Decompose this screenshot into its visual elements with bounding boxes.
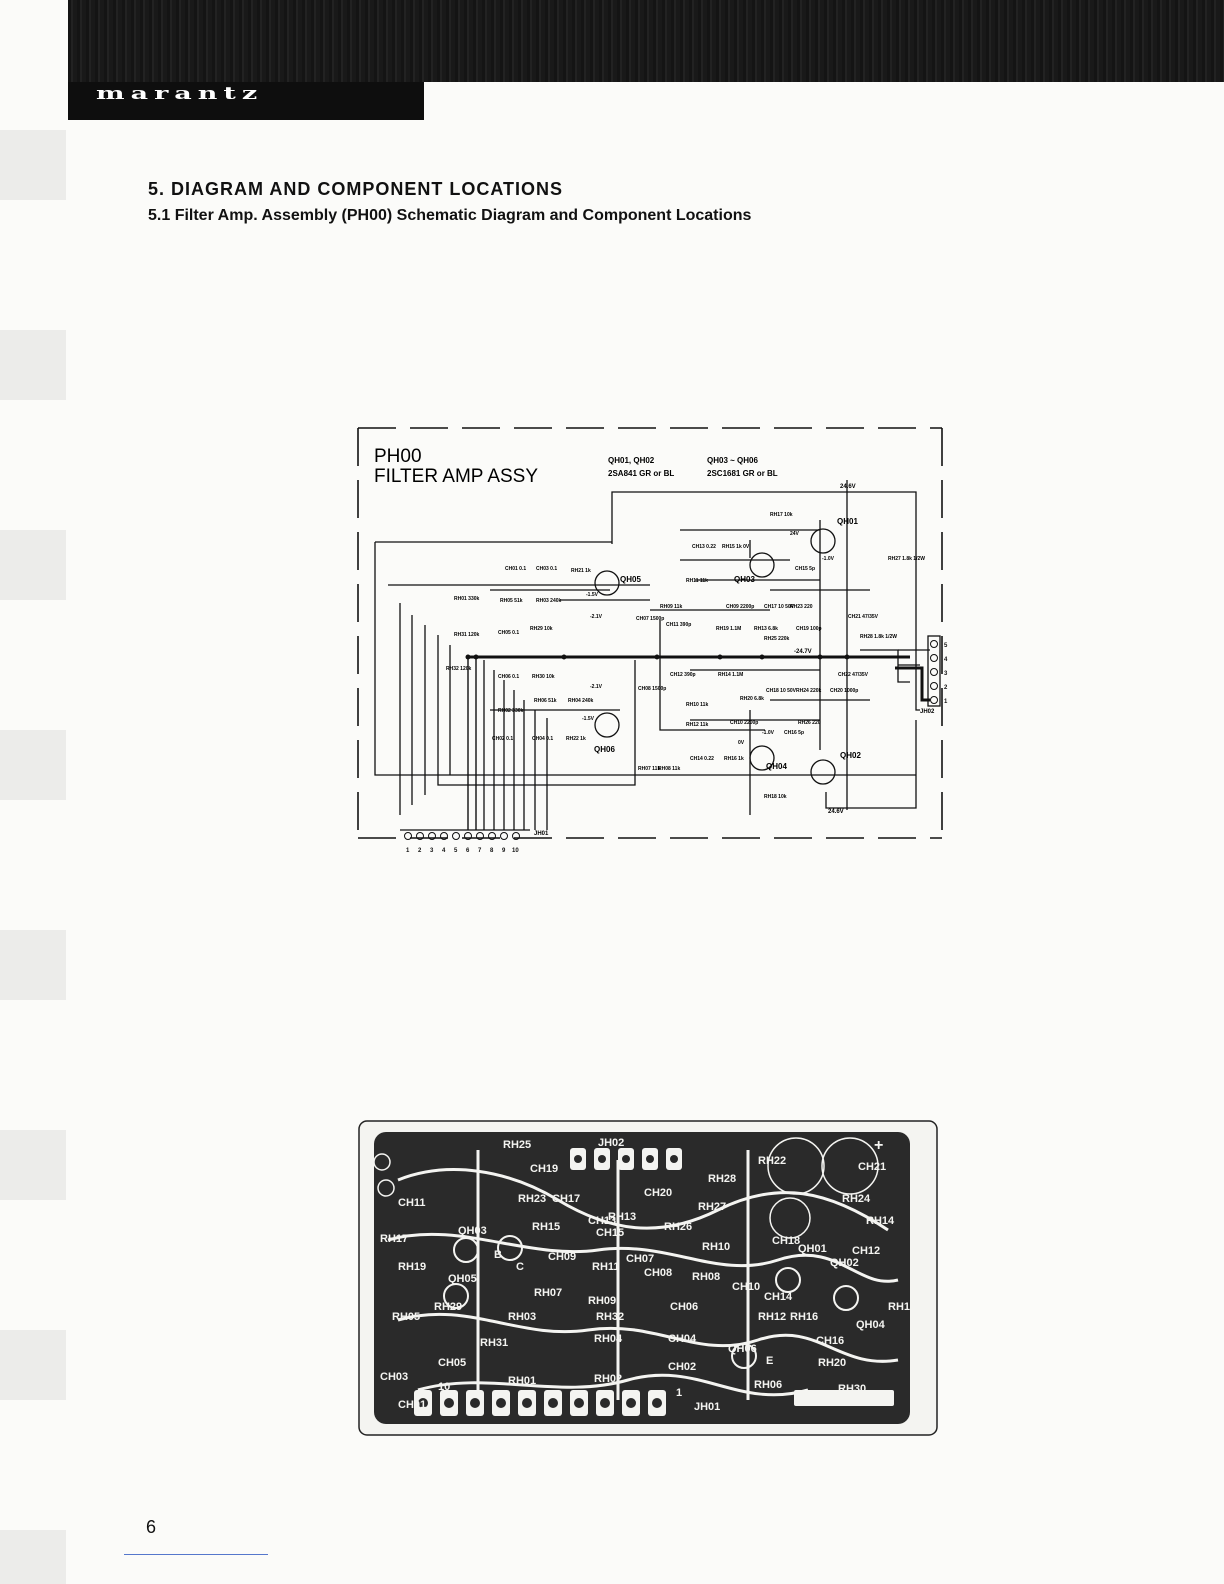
part-label: CH15 5p bbox=[795, 566, 816, 572]
pcb-pin-label: 10 bbox=[438, 1381, 451, 1393]
pcb-label: RH04 bbox=[594, 1333, 623, 1345]
jh01-pin: 4 bbox=[442, 848, 446, 854]
pcb-label: RH27 bbox=[698, 1201, 727, 1213]
part-label: 0V bbox=[738, 740, 745, 746]
part-label: RH05 51k bbox=[500, 598, 523, 604]
jh01-pin: 7 bbox=[478, 848, 482, 854]
pcb-label: RH13 bbox=[608, 1211, 637, 1223]
pcb-label: RH18 bbox=[888, 1301, 917, 1313]
pcb-label: CH13 bbox=[588, 1215, 617, 1227]
part-label: RH29 10k bbox=[530, 626, 553, 632]
part-label: CH21 47/35V bbox=[848, 614, 879, 620]
jh02-pin: 2 bbox=[944, 685, 948, 691]
pcb-pin-letter: B bbox=[494, 1249, 502, 1261]
part-label: RH16 1k bbox=[724, 756, 744, 762]
pcb-label: QH03 bbox=[458, 1225, 487, 1237]
part-label: RH03 240k bbox=[536, 598, 562, 604]
pcb-label: CH21 bbox=[858, 1161, 887, 1173]
jh01-pin: 8 bbox=[490, 848, 494, 854]
pcb-label: QH02 bbox=[830, 1257, 859, 1269]
section-heading: 5. DIAGRAM AND COMPONENT LOCATIONS bbox=[148, 179, 563, 199]
pcb-label: RH32 bbox=[596, 1311, 625, 1323]
transistor-label: QH04 bbox=[766, 762, 787, 771]
jh01-pin: 9 bbox=[502, 848, 506, 854]
part-label: CH20 1000p bbox=[830, 688, 859, 694]
part-label: CH11 390p bbox=[666, 622, 692, 628]
part-label: RH19 1.1M bbox=[716, 626, 742, 632]
part-label: RH21 1k bbox=[571, 568, 591, 574]
transistor-label: QH03 bbox=[734, 575, 755, 584]
pcb-label: CH06 bbox=[670, 1301, 699, 1313]
pcb-label: CH10 bbox=[732, 1281, 761, 1293]
part-label: RH07 11k bbox=[638, 766, 661, 772]
pcb-label: RH20 bbox=[818, 1357, 847, 1369]
pcb-label: RH19 bbox=[398, 1261, 427, 1273]
pcb-label: JH02 bbox=[598, 1137, 625, 1149]
pcb-label: RH17 bbox=[380, 1233, 409, 1245]
part-label: CH17 10 50V bbox=[764, 604, 795, 610]
part-label: RH12 11k bbox=[686, 722, 709, 728]
part-label: CH22 47/35V bbox=[838, 672, 869, 678]
pcb-label: JH01 bbox=[694, 1401, 721, 1413]
schematic-diagram bbox=[350, 420, 960, 860]
pcb-label: CH05 bbox=[438, 1357, 467, 1369]
pcb-label: CH12 bbox=[852, 1245, 881, 1257]
pcb-label: RH31 bbox=[480, 1337, 509, 1349]
pcb-label: CH11 bbox=[398, 1197, 426, 1209]
pcb-label: RH16 bbox=[790, 1311, 819, 1323]
pcb-label: CH16 bbox=[816, 1335, 845, 1347]
part-label: CH07 1500p bbox=[636, 616, 665, 622]
part-label: 24V bbox=[790, 531, 799, 537]
part-label: RH24 220k bbox=[796, 688, 822, 694]
part-label: CH05 0.1 bbox=[498, 630, 520, 636]
pcb-label: QH01 bbox=[798, 1243, 827, 1255]
transistor-label: QH05 bbox=[620, 575, 641, 584]
schematic-title-line1: PH00 bbox=[374, 446, 422, 467]
part-label: RH25 220k bbox=[764, 636, 790, 642]
jh02-pin: 5 bbox=[944, 643, 948, 649]
part-label: RH18 10k bbox=[764, 794, 787, 800]
part-label: CH14 0.22 bbox=[690, 756, 714, 762]
pcb-label: QH04 bbox=[856, 1319, 885, 1331]
jh01-pin: 2 bbox=[418, 848, 422, 854]
part-label: CH18 10 50V bbox=[766, 688, 797, 694]
pcb-pin-label: 1 bbox=[676, 1387, 683, 1399]
pcb-pin-letter: E bbox=[766, 1355, 774, 1367]
page-number: 6 bbox=[146, 1517, 157, 1537]
part-label: RH27 1.8k 1/2W bbox=[888, 556, 925, 562]
transistor-note: QH03 ~ QH06 bbox=[707, 456, 758, 465]
pcb-label: RH29 bbox=[434, 1301, 463, 1313]
pcb-label: RH30 bbox=[838, 1383, 867, 1395]
pcb-label: RH07 bbox=[534, 1287, 563, 1299]
part-label: RH08 11k bbox=[658, 766, 681, 772]
footer-rule bbox=[124, 1554, 268, 1555]
jh02-pin: 4 bbox=[944, 657, 948, 663]
part-label: CH03 0.1 bbox=[536, 566, 558, 572]
pcb-label: CH14 bbox=[764, 1291, 793, 1303]
pcb-label: CH15 bbox=[596, 1227, 625, 1239]
part-label: RH14 1.1M bbox=[718, 672, 744, 678]
pcb-label: RH12 bbox=[758, 1311, 787, 1323]
pcb-label: RH06 bbox=[754, 1379, 783, 1391]
pcb-label: RH01 bbox=[508, 1375, 537, 1387]
pcb-component-layout bbox=[358, 1120, 940, 1438]
jh01-pin: 6 bbox=[466, 848, 470, 854]
part-label: RH17 10k bbox=[770, 512, 793, 518]
part-label: RH02 330k bbox=[498, 708, 524, 714]
pcb-label: RH22 bbox=[758, 1155, 787, 1167]
pcb-label: RH28 bbox=[708, 1173, 737, 1185]
rail-label: -24.7V bbox=[794, 649, 812, 655]
pcb-label: CH09 bbox=[548, 1251, 577, 1263]
part-label: -1.5V bbox=[586, 592, 598, 598]
part-label: CH06 0.1 bbox=[498, 674, 520, 680]
part-label: CH01 0.1 bbox=[505, 566, 527, 572]
jh01-pin: 3 bbox=[430, 848, 434, 854]
part-label: RH09 11k bbox=[660, 604, 683, 610]
part-label: RH28 1.8k 1/2W bbox=[860, 634, 897, 640]
pcb-label: CH20 bbox=[644, 1187, 673, 1199]
part-label: RH06 51k bbox=[534, 698, 557, 704]
pcb-label: RH08 bbox=[692, 1271, 721, 1283]
part-label: CH16 5p bbox=[784, 730, 805, 736]
part-label: RH13 6.8k bbox=[754, 626, 778, 632]
pcb-label: RH26 bbox=[664, 1221, 693, 1233]
section-subheading: 5.1 Filter Amp. Assembly (PH00) Schematic Diagram and Component Locations bbox=[148, 207, 752, 224]
pcb-label: RH14 bbox=[866, 1215, 895, 1227]
part-label: RH20 6.8k bbox=[740, 696, 764, 702]
pcb-label: RH09 bbox=[588, 1295, 617, 1307]
pcb-label: RH15 bbox=[532, 1221, 561, 1233]
rail-label: 24.6V bbox=[828, 809, 844, 815]
jh01-pin: 1 bbox=[406, 848, 410, 854]
connector-label: JH01 bbox=[534, 831, 549, 837]
part-label: -1.0V bbox=[762, 730, 774, 736]
pcb-label: RH24 bbox=[842, 1193, 871, 1205]
part-label: RH10 11k bbox=[686, 702, 709, 708]
pcb-label: CH19 bbox=[530, 1163, 559, 1175]
part-label: RH22 1k bbox=[566, 736, 586, 742]
part-label: CH12 390p bbox=[670, 672, 696, 678]
transistor-note: 2SA841 GR or BL bbox=[608, 469, 675, 478]
pcb-label: CH17 bbox=[552, 1193, 581, 1205]
part-label: RH23 220 bbox=[790, 604, 813, 610]
pcb-label: RH23 bbox=[518, 1193, 547, 1205]
part-label: CH02 0.1 bbox=[492, 736, 514, 742]
part-label: RH30 10k bbox=[532, 674, 555, 680]
pcb-label: RH11 bbox=[592, 1261, 620, 1273]
pcb-label: RH02 bbox=[594, 1373, 623, 1385]
pcb-label: CH02 bbox=[668, 1361, 697, 1373]
pcb-label: RH10 bbox=[702, 1241, 731, 1253]
part-label: RH11 11k bbox=[686, 578, 708, 584]
rail-label: 24.6V bbox=[840, 484, 856, 490]
jh02-pin: 3 bbox=[944, 671, 948, 677]
pcb-label: QH06 bbox=[728, 1343, 757, 1355]
pcb-label: CH08 bbox=[644, 1267, 673, 1279]
brand-logo: marantz bbox=[96, 84, 264, 104]
part-label: -2.1V bbox=[590, 614, 602, 620]
pcb-label: RH03 bbox=[508, 1311, 537, 1323]
transistor-label: QH02 bbox=[840, 751, 861, 760]
pcb-plus-sign: + bbox=[874, 1137, 884, 1154]
part-label: RH32 120k bbox=[446, 666, 472, 672]
pcb-label: RH25 bbox=[503, 1139, 532, 1151]
pcb-label: CH03 bbox=[380, 1371, 409, 1383]
part-label: RH04 240k bbox=[568, 698, 594, 704]
part-label: CH08 1500p bbox=[638, 686, 667, 692]
schematic-title-line2: FILTER AMP ASSY bbox=[374, 466, 539, 487]
part-label: -1.0V bbox=[822, 556, 834, 562]
jh02-pin: 1 bbox=[944, 699, 948, 705]
pcb-label: CH01 bbox=[398, 1399, 427, 1411]
transistor-note: QH01, QH02 bbox=[608, 456, 655, 465]
part-label: RH31 120k bbox=[454, 632, 480, 638]
pcb-label: CH04 bbox=[668, 1333, 697, 1345]
part-label: CH10 2200p bbox=[730, 720, 759, 726]
header-band bbox=[68, 0, 1224, 82]
pcb-pin-letter: C bbox=[516, 1261, 524, 1273]
part-label: RH15 1k 0V bbox=[722, 544, 750, 550]
pcb-label: QH05 bbox=[448, 1273, 477, 1285]
transistor-note: 2SC1681 GR or BL bbox=[707, 469, 778, 478]
jh01-pin: 10 bbox=[512, 848, 519, 854]
pcb-label: RH05 bbox=[392, 1311, 421, 1323]
transistor-label: QH01 bbox=[837, 517, 858, 526]
pcb-label: CH07 bbox=[626, 1253, 655, 1265]
scan-edge-shading bbox=[0, 0, 66, 1584]
jh01-pin: 5 bbox=[454, 848, 458, 854]
part-label: RH26 220 bbox=[798, 720, 821, 726]
part-label: CH19 100p bbox=[796, 626, 822, 632]
part-label: CH13 0.22 bbox=[692, 544, 716, 550]
part-label: CH09 2200p bbox=[726, 604, 755, 610]
connector-label: JH02 bbox=[920, 709, 935, 715]
part-label: -2.1V bbox=[590, 684, 602, 690]
part-label: RH01 330k bbox=[454, 596, 480, 602]
transistor-label: QH06 bbox=[594, 745, 615, 754]
pcb-label: CH18 bbox=[772, 1235, 801, 1247]
part-label: -1.5V bbox=[582, 716, 594, 722]
part-label: CH04 0.1 bbox=[532, 736, 554, 742]
